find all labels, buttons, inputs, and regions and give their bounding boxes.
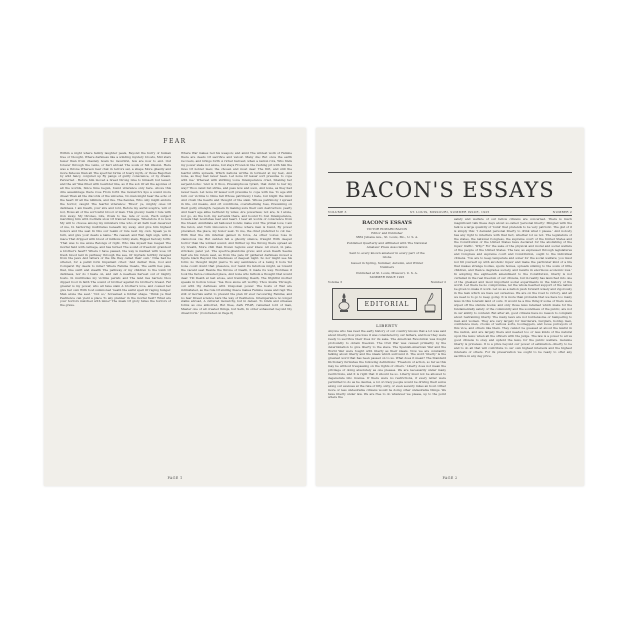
- publisher-affiliation-1: Published Quarterly and Affiliated with The National: [346, 241, 428, 245]
- issue-line-rule: [328, 215, 572, 216]
- poem-text-column-2: Where War makes red his weapon; and amid The wildest work of Famine there are deeds Of sacrifice and valour. Many die; But once the earth recovers, and brings forth A richer harvest; when a nation rots, Who finds my power slake not alone, but stays Frozen in the rushing pit with him the lives Of nobler men; the chosen and most dear. The flirt, and still the fearful strife spreads, Which nations writhe in torment at my feet, And none, as they had never been. Let none Of lesser sort presume to cope with me.' Whereat with shrilling voice Intemperance cried, Shaking her serpent-locks: 'And is it thou, Presumptuous tyrant, that durst to bar my way? Thou canst but strike, and pass now and soon, And none, as they had never been. Let none Of lesser sort presume to cope with me. To age still turn our victims to thine fall Whose patrimony I hate, but blight the mind And crush the hearts and thought of the slain. Whose patrimony I spread in life, old means, And oft conditions, overwhelming foes, Presuming on their godly strength, requiem In making sure their own destruction; yearly And heart age alike befriend by wiles; Are powerless; not are, Is I alone, nor go, As the bolt, my servants there, and bound To foul Intemperance, bowels that nourishes fear and heart. I tear all words of conscience from the breast; Annihilate all hallowed bonds; make void The primal love; I am the felon, and Turn innocence to crime; where men is found, By power prevailed, the place, my honor seat. To me, the chief preferred to cut me.' With that the din infernal gained in force, As other voices rose in clamorous vie; But sudden fell a ghostly silence, fraught With deeper horror than the wildest sound; And thither up the throng there spread an icy breath, More chill than frozen regions ever knew. All stood, in pale-stricken; paler yet. The spectre-phantoms grew; and even Death Seems half ere his rulers seat, as from the pale Of gathered darkness moved a figure black Beyond the blackness of deepest night. So nor might see his form; no thought might pierce To any semblance of a being it bore Yet none could doubt that presence, nor resist Its fatuitous might, as toward the vacant seat Beside the throne of Death, it made its way. Wordless it took the fierce-contested place, And none who fathom a thought that would dear. Till Death at last arose, and trembling Death, The frightful mother speaks in hollow tones: 'Yea thou alone art worthy. Thou inside Through-out with thy darkness with Unspoken power. The hosts of War are intimidated, as the rule Of smiling Peace makes Famine cease and rapt The still of mortals awful to prevent the plan Of ever recovering Famine; and no fear Dread science bars the way of Pestilence. Intemperance no longer stalks abroad, A cultured monarchy, but in defeat. To binds and stresses forms as one abhorred, But thee, dark FEAR, remained lord of man, Master one of all created things, but Seth, In order exhausted beyond thy dread form.' (Concluded on Page 8): [181, 152, 292, 316]
- publisher-published-2: SUMMER ISSUE 1925: [369, 275, 405, 279]
- publisher-volume: Volume 3: [328, 280, 343, 284]
- ink-pot-quill-icon: [423, 292, 437, 314]
- oil-lamp-icon: [337, 292, 351, 314]
- publisher-block: [328, 220, 446, 284]
- liberty-heading: LIBERTY: [376, 323, 398, 328]
- issue-line: [328, 210, 572, 214]
- editorial-banner: [332, 288, 442, 320]
- publisher-address: 3862 Juliana Ave., St. Louis, Mo., U. S. A.: [355, 235, 419, 239]
- right-column-1: [328, 218, 446, 474]
- left-page: [44, 128, 306, 486]
- issue-number: NUMBER 2: [552, 210, 572, 214]
- poem-title: FEAR: [163, 138, 187, 145]
- right-page: [316, 128, 584, 486]
- masthead-title: BACON'S ESSAYS: [345, 178, 555, 202]
- poem-columns: [60, 152, 292, 468]
- poem-column-2: [181, 152, 292, 468]
- right-columns: [328, 218, 572, 474]
- publisher-name: BACON'S ESSAYS: [362, 220, 412, 226]
- masthead-top-rule: [328, 172, 572, 173]
- right-column-2: [454, 218, 572, 474]
- poem-text-column-1: Within a night where faintly laughter peals, Beyond the hurry of human tree or thought, Where darkness like a winding mystery broods, Mid stars fewer than from chastely boam So mournful, few are now to end. Out forever through the veins, or hurl abroad The souls of full illusion. Here was a throne Whereon fear chat in terrors sat, a shape More ghastly and more hideous than all The spectral forms of hoary myth, or those Begotten by wild fancy, conjured up By pangs of guilty conscience, or by dream. Perverted . Before him moved a breed throng Like to himself; but lesser; and the air Was filled with bewilder like, as if the sob Of all the agonies of all the worlds, Since time begun, found utterance only here. Above this dire assemblage there rose From forth the monarch's lips a sound more dread Than all the discords of the universe, No man might hear the echo of the heart Of all the nihilists, and live. The fiendes, Who only might endure the horror, caught The fearful utterance: 'Blood' ye, mighty ones Of darkness. I am Death, your sire and lord, Before my awful sceptre, will or not, Bows all of the sorrowful brood of man. This gloomy realm I rule with iron sway; My thrones, Life, rivals to me, late or soon, Each subject marching him with footfalls slow Of tranced homage. Wherefore it is now My will to choose among my ministers One who of all hath best deserved of me, In harboring multitudes beneath my sway, And give him highest honors and the seat In this our realm of rule next my own. Speak ye in turn, and give your deeds a name.' He ceased; and War, high sign, with a mace That dripped with blood of millions richly slain, Rigged fiercely forth: 'That was to me alone Belongs of right. Who like myself has reaped The mortal field with carnage, and has turned The sound of freedom' grandeur a brother's heart? Where I have passed, the way is marked with woe; Of fresh blood laid in pathway through the sea, Of myriads terribly ravaged from the jaws And tatters of the life they called their own.' Nine had he uttered, for a pallid form Impatient cried: 'And darker thou, fool and Comparst thy deeds to mine? Where Famine treads, The earth lies pale, that, like swift and stealth The pathway of my children to the tomb Of darkness, nor do I haste on, and call A needless harvest out of mighty hosts. In multitudes my victims perish; and The land lies barren; thou dipped food in faith The sound of brother against its brother's breast. Far greater is my power, who all have slain A brother's love, and coaxed her give her own With food summoned 'neath the awful spell Of raging hunger. Man alone the seat.' 'Not so,' Screamed a fiddler shape. 'Think ye that Pestilence can yield a place To any planner in the mortal field? What are your horrors matched with mine? The mask Of glory hides the horrors of the grave.: [60, 152, 171, 308]
- liberty-text: Anyone who has read the early history of our country knows that a lot was said about liberty, how precious it was considered by our fathers, and how they were ready to sacrifice their lives for its sake. The American Revolution was fought profoundly to obtain freedom. The Civil War was caused primarily by the determination to give liberty to the slave. The Spanish-American War and the World War were fought with liberty as their ideals. Now we are constantly talking about liberty and the ideals which surround it. The word 'liberty' is the greatest word that has been passed on to us. What does it mean? The Standard Dictionary furnishes the following definitions: 'Freedom of action, so far as this may be without trespassing on the rights of others.' Liberty does not mean the privilege of doing absolutely as one pleases. We are necessarily under many restrictions, and it is right that it should be so. Liberty must not be allowed to degenerate into license. If there were no restrictions, if every letter were permitted to do as he desires, a lot of crazy people would be driving their autos along our avenues at the rate of fifty, sixty, or even seventy miles an hour. Other more or less undesirable citizens would be doing other undesirable things. We have liberty under law. We are free to do whatever we please, up to the point where the: [328, 329, 446, 400]
- publisher-vol-num: [328, 280, 446, 284]
- publisher-editor: VICTOR EDWARD BACON: [366, 227, 408, 231]
- issue-location-date: ST. LOUIS, MISSOURI, SUMMER ISSUE, 1925: [409, 210, 490, 214]
- poem-column-1: [60, 152, 171, 468]
- issue-volume: VOLUME 3: [328, 210, 347, 214]
- publisher-affiliation-2: Amateur Press Association: [366, 245, 408, 249]
- masthead-bottom-rule: [328, 207, 572, 208]
- liberty-text-continued: safety and welfare of our fellow citizens are concerned. There is much magnificent talk these days about so-called 'personal liberty.' Mingled with the talk is a large quantity of 'bunk' that pretends to be very patriotic. The gist of it is simply this: 'I demand personal liberty to drink what I please.' And nobody has any right to interfere with that fact, whether lot us not. The legislature of the states, the national Congress, the supreme court of the United States and the Constitution of the United States have declared for the abolishing of the liquor traffic. 'Why?' For the sake of the physical and moral and social welfare of the people of the United States. The law, as expressed through legislatures and Congress and supreme court and Constitution, ought to the individual citizens. 'You are to keep temperate and sober for the social welfare; you must not fill yourself up with alcoholic liquor and make the particular kind of a life that makes strange bodies, spoils homes, spreads sinning to the souls of little children, and thence degrades society, and results in enormous economic loss.' In adopting the eighteenth amendment to the Constitution, liberty is not curtailed in the real freedom of our citizens, but in reality has launched into one of the greatest and most important social experiments in the history of the world. Let there be no compromise, let the whole hearted support of the nation be given to make it work. Let us as a nation push forward wisely and vigorously in the task which we have set ourselves. We are on the road to victory, and all we need is to go to keep going. It is more than probable that we have too many laws in this tolerant land of ours. It would be a fine thing if some of them were wiped off the statute books; and only those laws retained which make for the fundamentally safety of the community and the soundness of the public, are not in our ability to contend. But after all, good citizens have no reason to complain about restraining liberty. The many laws are not burdensome or hampering to men and women. They are very largely for murderers, burglars, holdup men, confidence men, crooks of various sorts, bootleggers, and loose purveyors of this vice, and others like them. They cannot be guessed at about the lawful in the nation, and are largely there and needed too or less kinds of the natural upon the laws; when all the officers with the judge. The law is a power to all us good citizens to obey and uphold the laws, for the public welfare. Genuine liberty is priceless. It is a prize beyond our power of estimation—liberty to be and to do all that will contribute to our own highest interests and the highest interests of others. For its preservation we ought to be ready to offer any sacrifice in any day price.: [454, 218, 572, 358]
- publisher-issued-2: Numbers: [379, 265, 395, 269]
- right-page-number: PAGE 2: [442, 476, 458, 480]
- left-page-number: PAGE 1: [167, 476, 183, 480]
- publisher-subscribe-2: Globe: [382, 255, 392, 259]
- publisher-subscribe-1: Sent to every known amateur in every part of the: [349, 251, 425, 255]
- publisher-number: Number 2: [430, 280, 446, 284]
- publisher-published-1: Published at St. Louis, Missouri, U. S. A.: [356, 271, 418, 275]
- editorial-label: EDITORIAL: [357, 298, 417, 311]
- publisher-issued-1: Issued in Spring, Summer, Autumn, and Winter: [350, 261, 424, 265]
- publisher-role: Editor and Publisher: [371, 231, 403, 235]
